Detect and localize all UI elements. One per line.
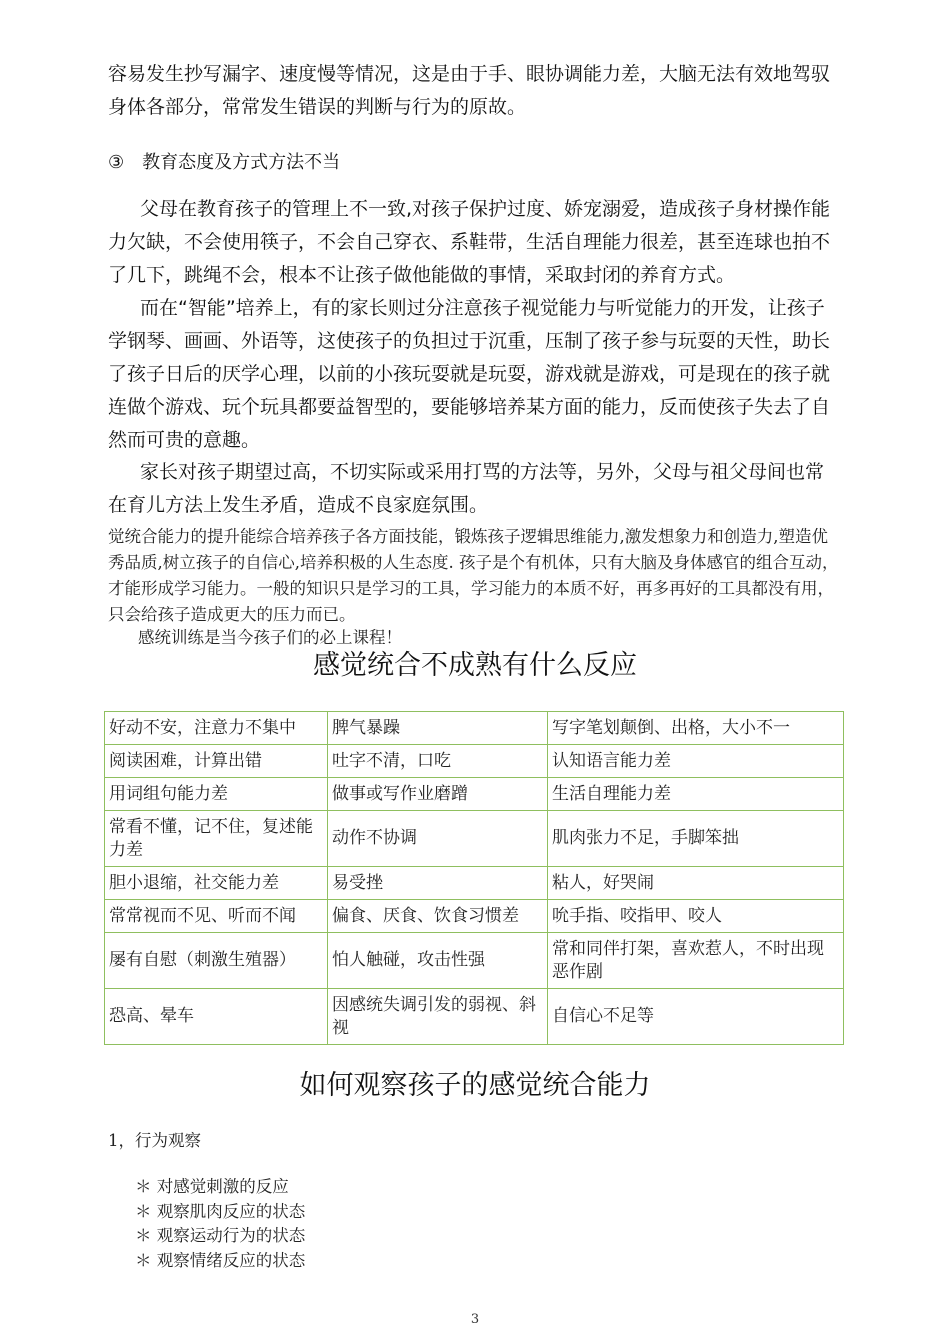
observe-item: 1，行为观察 bbox=[108, 1131, 201, 1150]
table-cell: 认知语言能力差 bbox=[548, 745, 844, 778]
table-row bbox=[105, 900, 844, 933]
table-cell: 吮手指、咬指甲、咬人 bbox=[548, 900, 844, 933]
table-cell: 阅读困难，计算出错 bbox=[105, 745, 328, 778]
paragraph-intelligence: 而在“智能”培养上，有的家长则过分注意孩子视觉能力与听觉能力的开发，让孩子学钢琴、画画、外语等，这使孩子的负担过于沉重，压制了孩子参与玩耍的天性，助长了孩子日后的厌学心理，以前的小孩玩耍就是玩耍，游戏就是游戏，可是现在的孩子就连做个游戏、玩个玩具都要益智型的，要能够培养某方面的能力，反而使孩子失去了自然而可贵的意趣。 bbox=[108, 297, 831, 451]
table-row bbox=[105, 933, 844, 989]
table-cell: 易受挫 bbox=[328, 867, 548, 900]
list-item: ＊ 观察情绪反应的状态 bbox=[135, 1250, 306, 1270]
heading-observe: 如何观察孩子的感觉统合能力 bbox=[299, 1070, 651, 1101]
observe-bullet-list bbox=[135, 1175, 305, 1273]
table-cell: 因感统失调引发的弱视、斜视 bbox=[328, 989, 548, 1045]
table-cell: 常和同伴打架，喜欢惹人，不时出现恶作剧 bbox=[548, 933, 844, 989]
table-cell: 用词组句能力差 bbox=[105, 778, 328, 811]
table-cell: 粘人，好哭闹 bbox=[548, 867, 844, 900]
paragraph-training: 感统训练是当今孩子们的必上课程！ bbox=[138, 628, 402, 647]
table-cell: 脾气暴躁 bbox=[328, 712, 548, 745]
table-cell: 常看不懂，记不住，复述能力差 bbox=[105, 811, 328, 867]
page-number: 3 bbox=[470, 1312, 480, 1327]
table-row bbox=[105, 778, 844, 811]
table-row bbox=[105, 811, 844, 867]
paragraph-sensory: 觉统合能力的提升能综合培养孩子各方面技能，锻炼孩子逻辑思维能力,激发想象力和创造力,塑造优秀品质,树立孩子的自信心,培养积极的人生态度. 孩子是个有机体，只有大脑及身体感官的组合互动，才能形成学习能力。一般的知识只是学习的工具，学习能力的本质不好，再多再好的工具都没有用，只会给孩子造成更大的压力而已。 bbox=[108, 527, 839, 624]
intro-paragraph: 容易发生抄写漏字、速度慢等情况，这是由于手、眼协调能力差，大脑无法有效地驾驭身体各部分，常常发生错误的判断与行为的原故。 bbox=[108, 63, 831, 118]
paragraph-expectations: 家长对孩子期望过高，不切实际或采用打骂的方法等，另外，父母与祖父母间也常在育儿方法上发生矛盾，造成不良家庭氛围。 bbox=[108, 461, 825, 516]
table-row bbox=[105, 712, 844, 745]
paragraph-parents: 父母在教育孩子的管理上不一致,对孩子保护过度、娇宠溺爱，造成孩子身材操作能力欠缺，不会使用筷子，不会自己穿衣、系鞋带，生活自理能力很差，甚至连球也拍不了几下，跳绳不会，根本不让孩子做他能做的事情，采取封闭的养育方式。 bbox=[108, 198, 831, 286]
table-cell: 恐高、晕车 bbox=[105, 989, 328, 1045]
table-cell: 好动不安，注意力不集中 bbox=[105, 712, 328, 745]
table-row bbox=[105, 867, 844, 900]
reactions-table bbox=[104, 711, 844, 1045]
table-cell: 吐字不清，口吃 bbox=[328, 745, 548, 778]
section-heading: ③ 教育态度及方式方法不当 bbox=[108, 152, 341, 173]
table-cell: 常常视而不见、听而不闻 bbox=[105, 900, 328, 933]
table-cell: 怕人触碰，攻击性强 bbox=[328, 933, 548, 989]
table-cell: 偏食、厌食、饮食习惯差 bbox=[328, 900, 548, 933]
list-item: ＊ 对感觉刺激的反应 bbox=[135, 1177, 289, 1196]
table-cell: 肌肉张力不足，手脚笨拙 bbox=[548, 811, 844, 867]
table-cell: 做事或写作业磨蹭 bbox=[328, 778, 548, 811]
table-cell: 屡有自慰（刺激生殖器） bbox=[105, 933, 328, 989]
table-cell: 胆小退缩，社交能力差 bbox=[105, 867, 328, 900]
heading-reactions: 感觉统合不成熟有什么反应 bbox=[313, 650, 637, 681]
table-cell: 写字笔划颠倒、出格，大小不一 bbox=[548, 712, 844, 745]
list-item: ＊ 观察肌肉反应的状态 bbox=[135, 1201, 306, 1221]
table-cell: 生活自理能力差 bbox=[548, 778, 844, 811]
table-cell: 自信心不足等 bbox=[548, 989, 844, 1045]
table-row bbox=[105, 989, 844, 1045]
table-row bbox=[105, 745, 844, 778]
list-item: ＊ 观察运动行为的状态 bbox=[135, 1226, 306, 1245]
table-cell: 动作不协调 bbox=[328, 811, 548, 867]
